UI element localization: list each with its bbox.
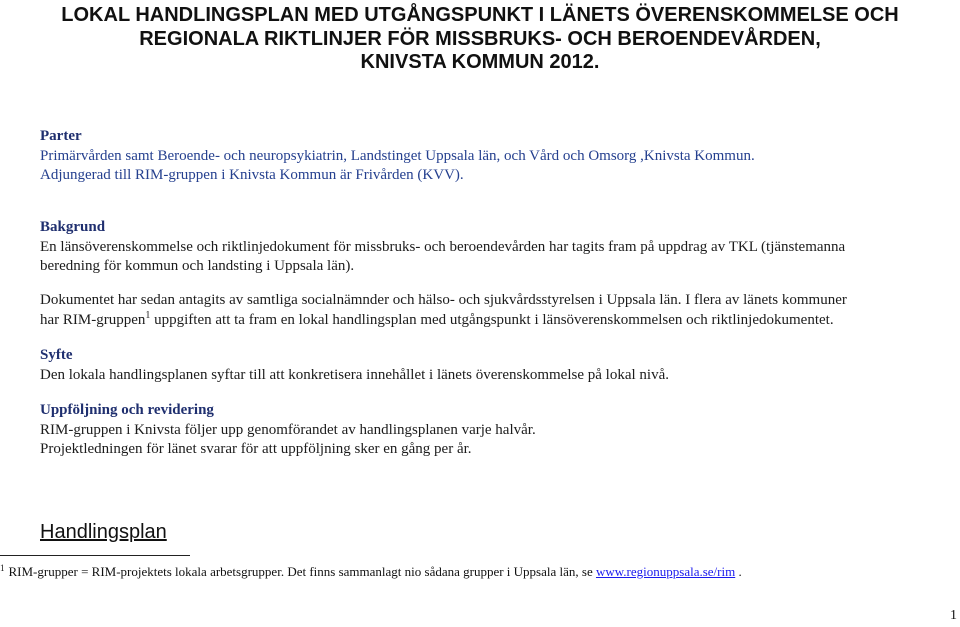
- section-bakgrund-paragraph-2: [40, 291, 940, 330]
- bakgrund-para2-line-1: Dokumentet har sedan antagits av samtliga socialnämnder och hälso- och sjukvårdsstyrelsen i Uppsala län. I flera av länets kommuner: [40, 292, 847, 308]
- bakgrund-line-1: En länsöverenskommelse och riktlinjedokument för missbruks- och beroendevården har tagits fram på uppdrag av TKL (tjänstemanna: [40, 238, 846, 255]
- document-title: [0, 4, 960, 75]
- title-line-1: LOKAL HANDLINGSPLAN MED UTGÅNGSPUNKT I LÄNETS ÖVERENSKOMMELSE OCH: [61, 4, 899, 26]
- heading-uppfoljning: Uppföljning och revidering: [40, 402, 214, 418]
- footnote-marker: 1: [0, 562, 5, 573]
- section-bakgrund: [40, 218, 940, 277]
- bakgrund-para2-line-2: [40, 311, 940, 331]
- syfte-line-1: Den lokala handlingsplanen syftar till att konkretisera innehållet i länets överenskommelse på lokal nivå.: [40, 366, 669, 383]
- footnote-reference: 1: [145, 309, 151, 321]
- footnote: [0, 563, 742, 581]
- bakgrund-para2-text-a: har RIM-gruppen: [40, 311, 146, 328]
- bakgrund-para2-text-b: uppgiften att ta fram en lokal handlingsplan med utgångspunkt i länsöverenskommelsen och riktlinjedokumentet.: [150, 311, 834, 328]
- section-uppfoljning: [40, 401, 940, 460]
- section-parter: [40, 127, 940, 186]
- footnote-link[interactable]: www.regionuppsala.se/rim: [595, 564, 736, 579]
- footnote-separator: [0, 555, 190, 556]
- footnote-tail: .: [735, 564, 742, 579]
- heading-handlingsplan: Handlingsplan: [40, 521, 167, 543]
- title-line-3: KNIVSTA KOMMUN 2012.: [360, 51, 600, 73]
- uppfoljning-line-2: Projektledningen för länet svarar för att uppföljning sker en gång per år.: [40, 441, 472, 457]
- parter-line-1: Primärvården samt Beroende- och neuropsykiatrin, Landstinget Uppsala län, och Vård och Omsorg ,Knivsta Kommun.: [40, 147, 755, 164]
- heading-parter: Parter: [40, 128, 82, 144]
- bakgrund-line-2: beredning för kommun och landsting i Uppsala län).: [40, 258, 355, 274]
- heading-syfte: Syfte: [40, 347, 73, 363]
- heading-bakgrund: Bakgrund: [40, 219, 106, 235]
- footnote-text: RIM-grupper = RIM-projektets lokala arbetsgrupper. Det finns sammanlagt nio sådana grupper i Uppsala län, se: [8, 564, 596, 579]
- parter-line-2: Adjungerad till RIM-gruppen i Knivsta Kommun är Frivården (KVV).: [40, 167, 464, 183]
- page-number: 1: [950, 608, 957, 623]
- title-line-2: REGIONALA RIKTLINJER FÖR MISSBRUKS- OCH BEROENDEVÅRDEN,: [139, 27, 821, 50]
- uppfoljning-line-1: RIM-gruppen i Knivsta följer upp genomförandet av handlingsplanen varje halvår.: [40, 421, 536, 438]
- section-syfte: [40, 346, 940, 385]
